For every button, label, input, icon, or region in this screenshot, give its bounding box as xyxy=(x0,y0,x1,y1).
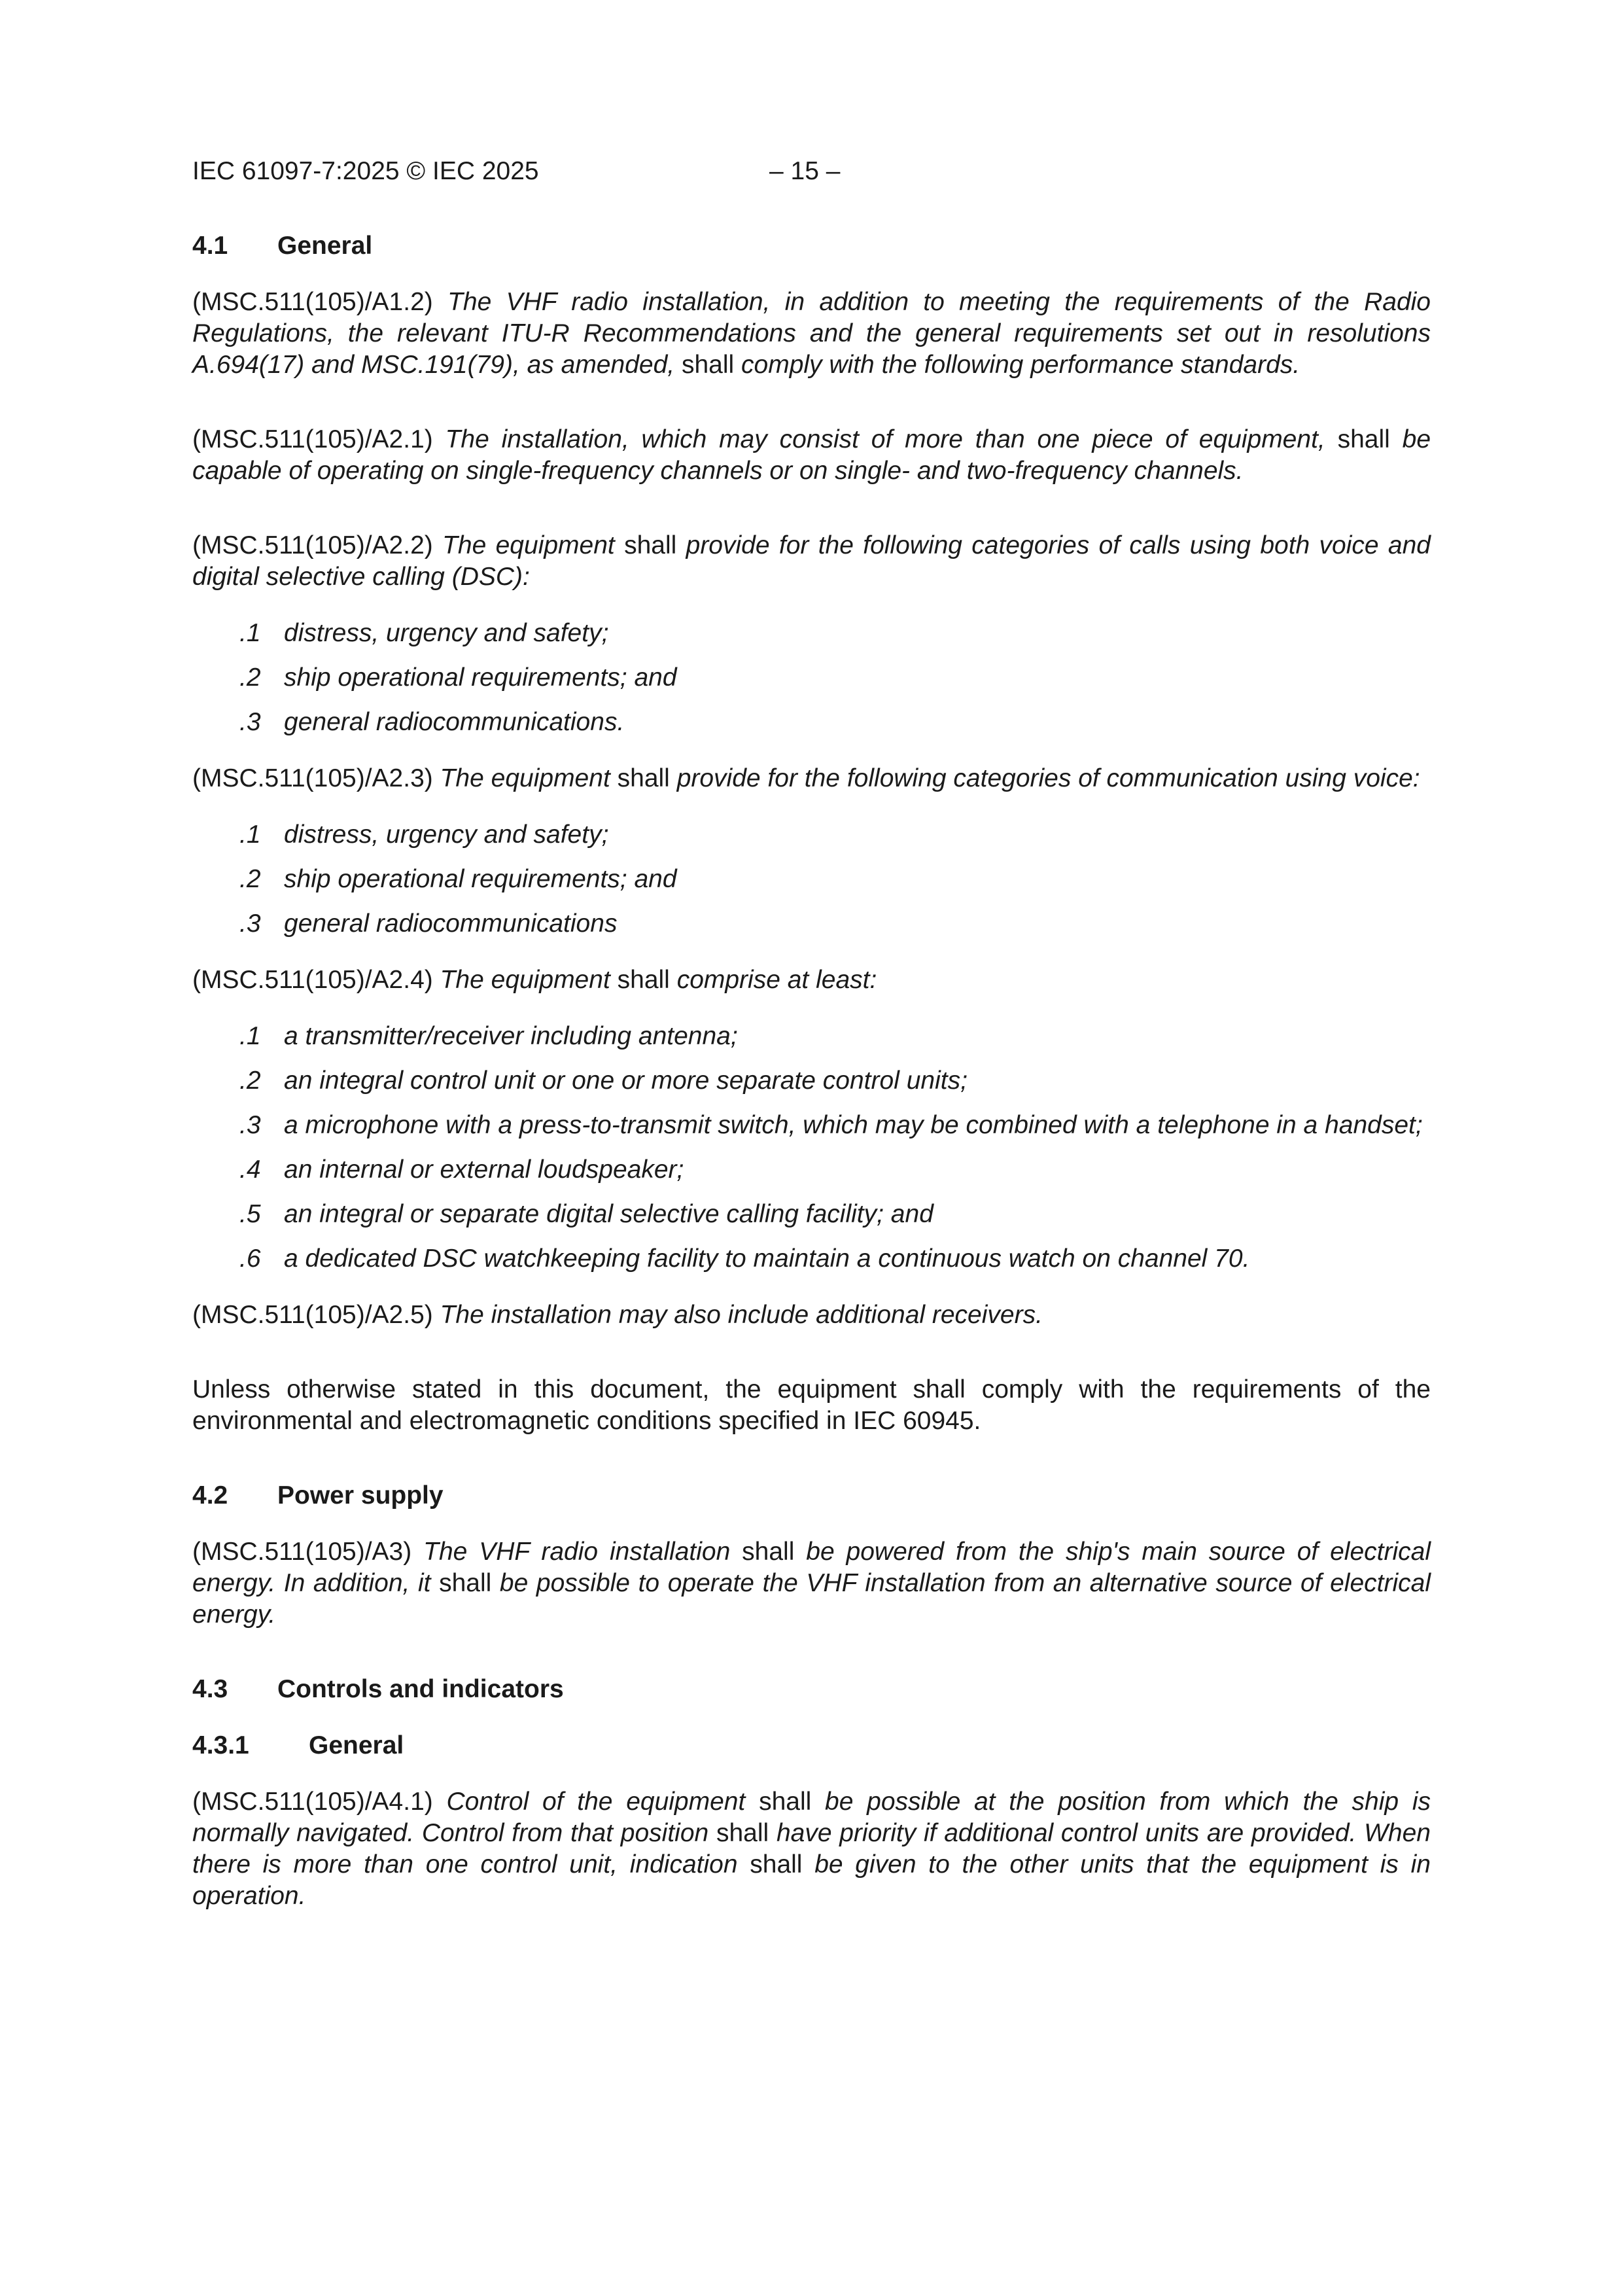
list-item: .1 a transmitter/receiver including antenna; xyxy=(239,1022,738,1050)
requirement-text: be possible to operate the VHF installation from an alternative source of electrical energy. xyxy=(192,1569,1431,1629)
requirement-text: provide for the following categories of calls using both voice and digital selective calling (DSC): xyxy=(192,531,1431,591)
paragraph-a2-4 xyxy=(192,964,1431,996)
list-item: .2 ship operational requirements; and xyxy=(239,663,677,692)
section-number: 4.3.1 xyxy=(192,1731,249,1759)
shall-keyword: shall xyxy=(1337,425,1390,453)
paragraph-a1-2 xyxy=(192,287,1431,381)
list-item: .2 an integral control unit or one or more separate control units; xyxy=(239,1067,968,1095)
section-heading-4-3-1 xyxy=(192,1730,1431,1761)
section-title: Power supply xyxy=(277,1481,444,1510)
shall-keyword: shall xyxy=(759,1788,812,1816)
reference: (MSC.511(105)/A4.1) xyxy=(192,1788,433,1816)
shall-keyword: shall xyxy=(681,351,735,379)
requirement-text: have priority if additional control units are provided. When there is more than one control unit, indication xyxy=(192,1819,1431,1879)
list-item: .5 an integral or separate digital selective calling facility; and xyxy=(239,1200,934,1228)
reference: (MSC.511(105)/A2.1) xyxy=(192,425,433,453)
header-document-id: IEC 61097-7:2025 © IEC 2025 xyxy=(192,157,539,185)
section-heading-4-2 xyxy=(192,1480,1431,1511)
requirement-text: comply with the following performance standards. xyxy=(741,351,1300,379)
shall-keyword: shall xyxy=(439,1569,492,1597)
list-item: .3 general radiocommunications. xyxy=(239,708,625,736)
paragraph-a2-5 xyxy=(192,1299,1431,1331)
list-item: .3 general radiocommunications xyxy=(239,910,618,938)
reference: (MSC.511(105)/A2.3) xyxy=(192,764,433,792)
requirement-text: provide for the following categories of communication using voice: xyxy=(676,764,1420,792)
list-item: .3 a microphone with a press-to-transmit switch, which may be combined with a telephone in a handset; xyxy=(239,1111,1423,1139)
paragraph-environmental: Unless otherwise stated in this document, the equipment shall comply with the requirements of the environmental and electromagnetic conditions specified in IEC 60945. xyxy=(192,1375,1431,1435)
list-item: .1 distress, urgency and safety; xyxy=(239,821,609,849)
reference: (MSC.511(105)/A1.2) xyxy=(192,288,433,316)
header-page-number: – 15 – xyxy=(769,157,841,185)
shall-keyword: shall xyxy=(624,531,677,559)
list-item: .2 ship operational requirements; and xyxy=(239,865,677,893)
equipment-components-list xyxy=(192,1021,1431,1275)
list-item: .4 an internal or external loudspeaker; xyxy=(239,1156,684,1184)
reference: (MSC.511(105)/A3) xyxy=(192,1538,412,1566)
requirement-text: be capable of operating on single-frequency channels or on single- and two-frequency channels. xyxy=(192,425,1431,485)
call-categories-list xyxy=(192,618,1431,738)
section-number: 4.2 xyxy=(192,1481,228,1510)
shall-keyword: shall xyxy=(617,764,670,792)
requirement-text: be powered from the ship's main source of electrical energy. In addition, it xyxy=(192,1538,1431,1597)
voice-categories-list xyxy=(192,819,1431,940)
section-title: General xyxy=(277,232,373,260)
paragraph-a4-1 xyxy=(192,1786,1431,1912)
paragraph-a2-1 xyxy=(192,424,1431,487)
reference: (MSC.511(105)/A2.2) xyxy=(192,531,433,559)
requirement-text: The equipment xyxy=(442,531,615,559)
shall-keyword: shall xyxy=(742,1538,795,1566)
section-number: 4.3 xyxy=(192,1675,228,1703)
list-item: .1 distress, urgency and safety; xyxy=(239,619,609,647)
shall-keyword: shall xyxy=(750,1850,803,1879)
requirement-text: be possible at the position from which the ship is normally navigated. Control from that position xyxy=(192,1788,1431,1847)
paragraph-a3 xyxy=(192,1536,1431,1631)
requirement-text: be given to the other units that the equipment is in operation. xyxy=(192,1850,1431,1910)
requirement-text: The equipment xyxy=(440,764,610,792)
page-body xyxy=(192,230,1431,1912)
paragraph-a2-2 xyxy=(192,530,1431,593)
section-number: 4.1 xyxy=(192,232,228,260)
requirement-text: comprise at least: xyxy=(676,966,877,994)
list-item: .6 a dedicated DSC watchkeeping facility to maintain a continuous watch on channel 70. xyxy=(239,1245,1250,1273)
paragraph-a2-3 xyxy=(192,763,1431,794)
section-heading-4-3 xyxy=(192,1674,1431,1705)
reference: (MSC.511(105)/A2.5) xyxy=(192,1301,433,1329)
section-title: Controls and indicators xyxy=(277,1675,564,1703)
section-heading-4-1 xyxy=(192,230,1431,262)
reference: (MSC.511(105)/A2.4) xyxy=(192,966,433,994)
shall-keyword: shall xyxy=(617,966,670,994)
requirement-text: The VHF radio installation xyxy=(423,1538,731,1566)
requirement-text: The installation may also include additional receivers. xyxy=(440,1301,1043,1329)
requirement-text: Control of the equipment xyxy=(446,1788,746,1816)
requirement-text: The installation, which may consist of more than one piece of equipment, xyxy=(445,425,1325,453)
requirement-text: The equipment xyxy=(440,966,610,994)
shall-keyword: shall xyxy=(716,1819,769,1847)
section-title: General xyxy=(309,1731,404,1759)
requirement-text: The VHF radio installation, in addition to meeting the requirements of the Radio Regulations, the relevant ITU-R Recommendations and the general requirements set out in resolutions A.694(17) and MSC.191(79), as amended, xyxy=(192,288,1431,379)
